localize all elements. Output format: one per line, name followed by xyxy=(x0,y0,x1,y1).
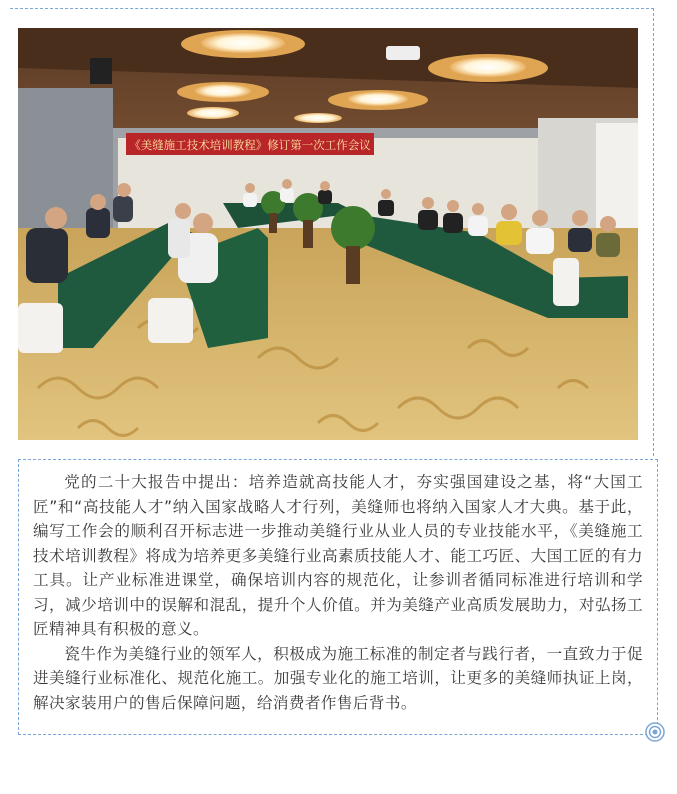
speaker xyxy=(90,58,112,84)
article-paragraph-2: 瓷牛作为美缝行业的领军人，积极成为施工标准的制定者与践行者，一直致力于促进美缝行业标准化、规范化施工。加强专业化的施工培训，让更多的美缝师执证上岗，解决家装用户的售后保障问题，给消费者作售后背书。 xyxy=(33,644,643,712)
banner-text: 《美缝施工技术培训教程》修订第一次工作会议 xyxy=(129,138,371,152)
article-paragraph-1: 党的二十大报告中提出：培养造就高技能人才，夯实强国建设之基，将“大国工匠”和“高技能人才”纳入国家战略人才行列，美缝师也将纳入国家人才大典。基于此，编写工作会的顺利召开标志进一步推动美缝行业从业人员的专业技能水平，《美缝施工技术培训教程》将成为培养更多美缝行业高素质技能人才、能工巧匠、大国工匠的有力工具。让产业标准进课堂，确保培训内容的规范化，让参训者循同标准进行培训和学习，减少培训中的误解和混乱，提升个人价值。并为美缝产业高质发展助力，对弘扬工匠精神具有积极的意义。 xyxy=(33,473,643,638)
meeting-photo xyxy=(18,28,638,440)
article-text-card xyxy=(18,459,658,735)
target-circle-icon xyxy=(645,722,665,742)
projector xyxy=(386,46,420,60)
